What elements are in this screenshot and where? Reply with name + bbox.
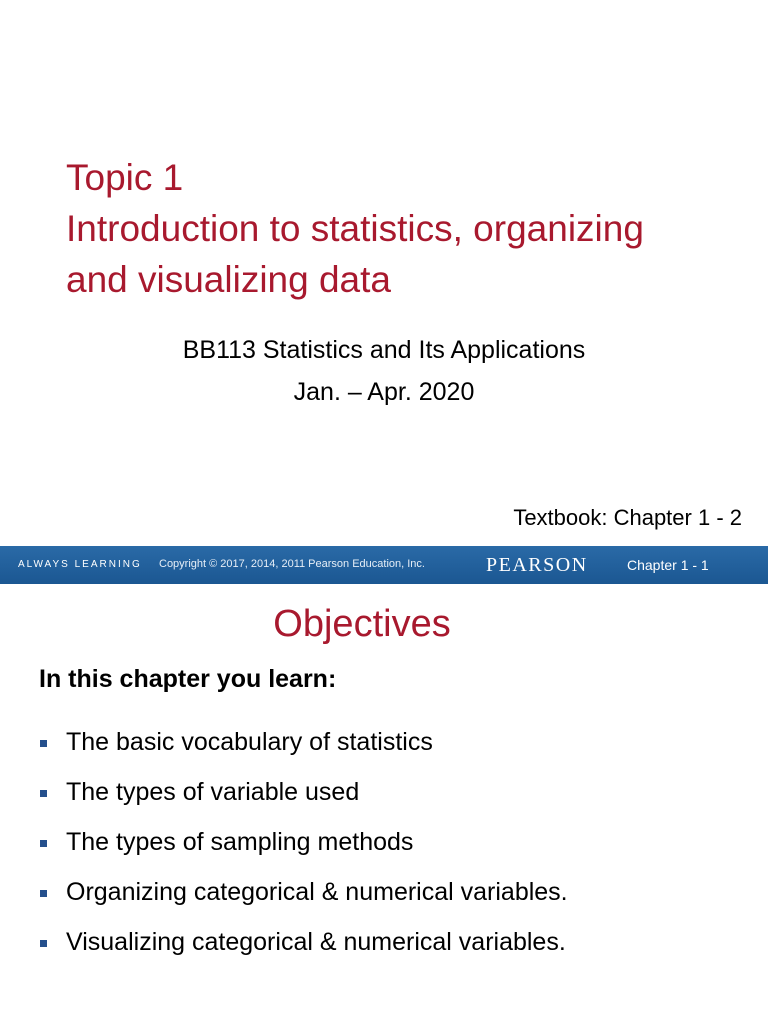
- square-bullet-icon: [40, 840, 47, 847]
- square-bullet-icon: [40, 790, 47, 797]
- list-item-text: Organizing categorical & numerical variables.: [66, 878, 568, 906]
- pearson-logo: PEARSON: [486, 554, 588, 576]
- list-item-text: The basic vocabulary of statistics: [66, 728, 433, 756]
- list-item: [40, 726, 568, 776]
- footer-page-number: Chapter 1 - 1: [627, 557, 709, 573]
- title-line-topic: Topic 1: [66, 157, 184, 198]
- list-item: [40, 826, 568, 876]
- list-item: [40, 926, 568, 976]
- list-item: [40, 876, 568, 926]
- list-item-text: Visualizing categorical & numerical variables.: [66, 928, 566, 956]
- square-bullet-icon: [40, 740, 47, 747]
- square-bullet-icon: [40, 940, 47, 947]
- objectives-list: [40, 726, 568, 976]
- footer-copyright: Copyright © 2017, 2014, 2011 Pearson Education, Inc.: [159, 558, 425, 570]
- list-item-text: The types of sampling methods: [66, 828, 414, 856]
- textbook-reference: Textbook: Chapter 1 - 2: [513, 505, 742, 530]
- list-item-text: The types of variable used: [66, 778, 360, 806]
- objectives-slide: [0, 584, 768, 1024]
- square-bullet-icon: [40, 890, 47, 897]
- title-line-intro: Introduction to statistics, organizing: [66, 208, 644, 249]
- slide-title: [66, 152, 756, 305]
- footer-tagline: ALWAYS LEARNING: [18, 559, 142, 570]
- list-item: [40, 776, 568, 826]
- title-line-data: and visualizing data: [66, 259, 391, 300]
- course-name: BB113 Statistics and Its Applications: [182, 336, 586, 364]
- objectives-title: Objectives: [273, 603, 451, 645]
- course-term: Jan. – Apr. 2020: [293, 378, 475, 406]
- slide-footer: [0, 546, 768, 584]
- objectives-intro: In this chapter you learn:: [39, 665, 337, 693]
